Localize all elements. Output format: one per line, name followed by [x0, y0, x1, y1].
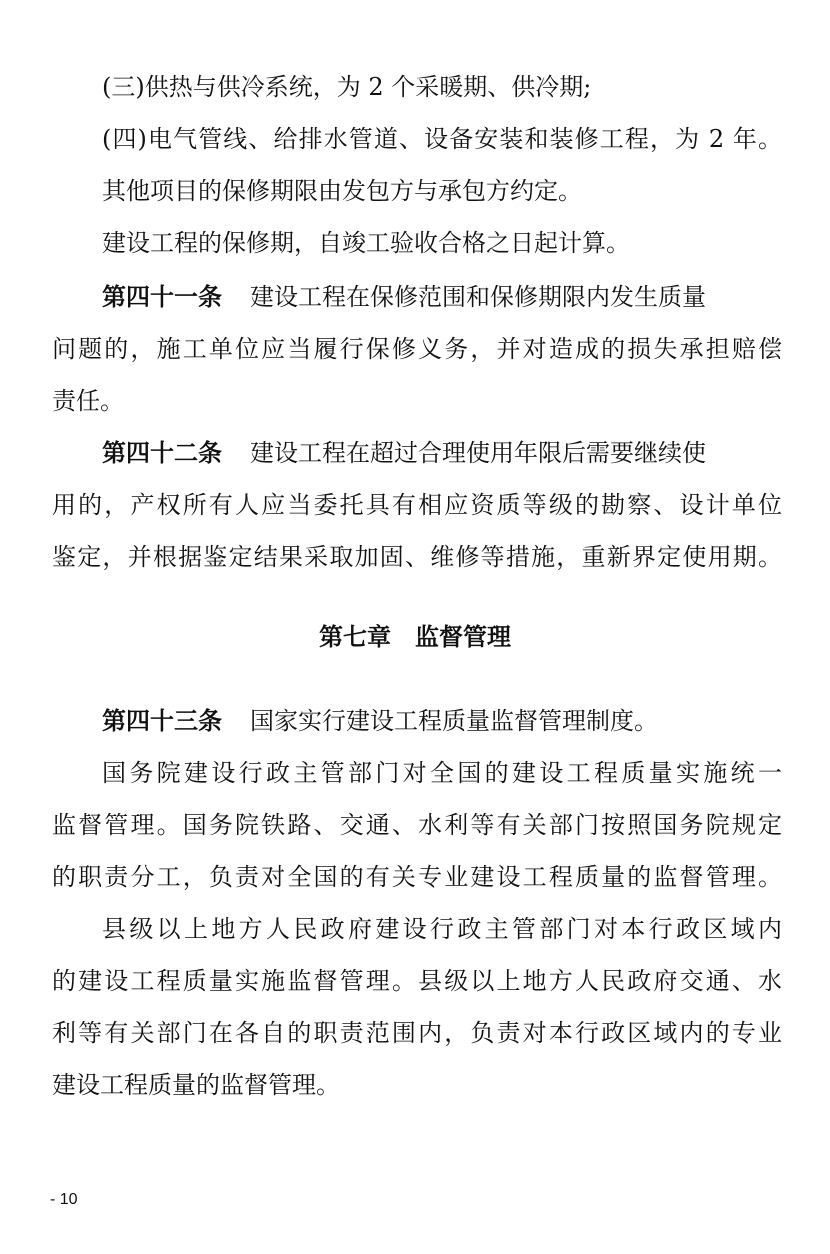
article-41-text-2: 问题的，施工单位应当履行保修义务，并对造成的损失承担赔偿: [52, 335, 782, 363]
article-42-text-3: 鉴定，并根据鉴定结果采取加固、维修等措施，重新界定使用期。: [52, 543, 782, 571]
article-41-first-line: [102, 282, 782, 312]
paragraph-3-line-1: 县级以上地方人民政府建设行政主管部门对本行政区域内: [102, 915, 782, 943]
article-42-text-1: 建设工程在超过合理使用年限后需要继续使: [250, 439, 706, 467]
paragraph-3-line-2: 的建设工程质量实施监督管理。县级以上地方人民政府交通、水: [52, 967, 782, 995]
other-items-line: 其他项目的保修期限由发包方与承包方约定。: [102, 177, 582, 205]
article-41-text-3: 责任。: [52, 387, 124, 415]
clause-3-line: (三)供热与供冷系统，为 2 个采暖期、供冷期;: [102, 73, 592, 101]
paragraph-2-line-2: 监督管理。国务院铁路、交通、水利等有关部门按照国务院规定: [52, 811, 782, 839]
article-43-title: 第四十三条: [102, 707, 222, 735]
article-42-title: 第四十二条: [102, 439, 222, 467]
paragraph-3-line-4: 建设工程质量的监督管理。: [52, 1071, 340, 1099]
article-42-first-line: [102, 438, 782, 468]
clause-4-line: (四)电气管线、给排水管道、设备安装和装修工程，为 2 年。: [102, 125, 782, 153]
paragraph-2-line-3: 的职责分工，负责对全国的有关专业建设工程质量的监督管理。: [52, 863, 782, 891]
article-41-title: 第四十一条: [102, 283, 222, 311]
page-number: - 10: [50, 1191, 78, 1208]
paragraph-3-line-3: 利等有关部门在各自的职责范围内，负责对本行政区域内的专业: [52, 1019, 782, 1047]
chapter-heading: 第七章 监督管理: [319, 623, 511, 651]
article-43-text-1: 国家实行建设工程质量监督管理制度。: [250, 707, 658, 735]
article-43-first-line: [102, 706, 782, 736]
article-42-text-2: 用的，产权所有人应当委托具有相应资质等级的勘察、设计单位: [52, 491, 782, 519]
paragraph-2-line-1: 国务院建设行政主管部门对全国的建设工程质量实施统一: [102, 759, 782, 787]
article-41-text-1: 建设工程在保修范围和保修期限内发生质量: [250, 283, 706, 311]
warranty-start-line: 建设工程的保修期，自竣工验收合格之日起计算。: [102, 229, 630, 257]
